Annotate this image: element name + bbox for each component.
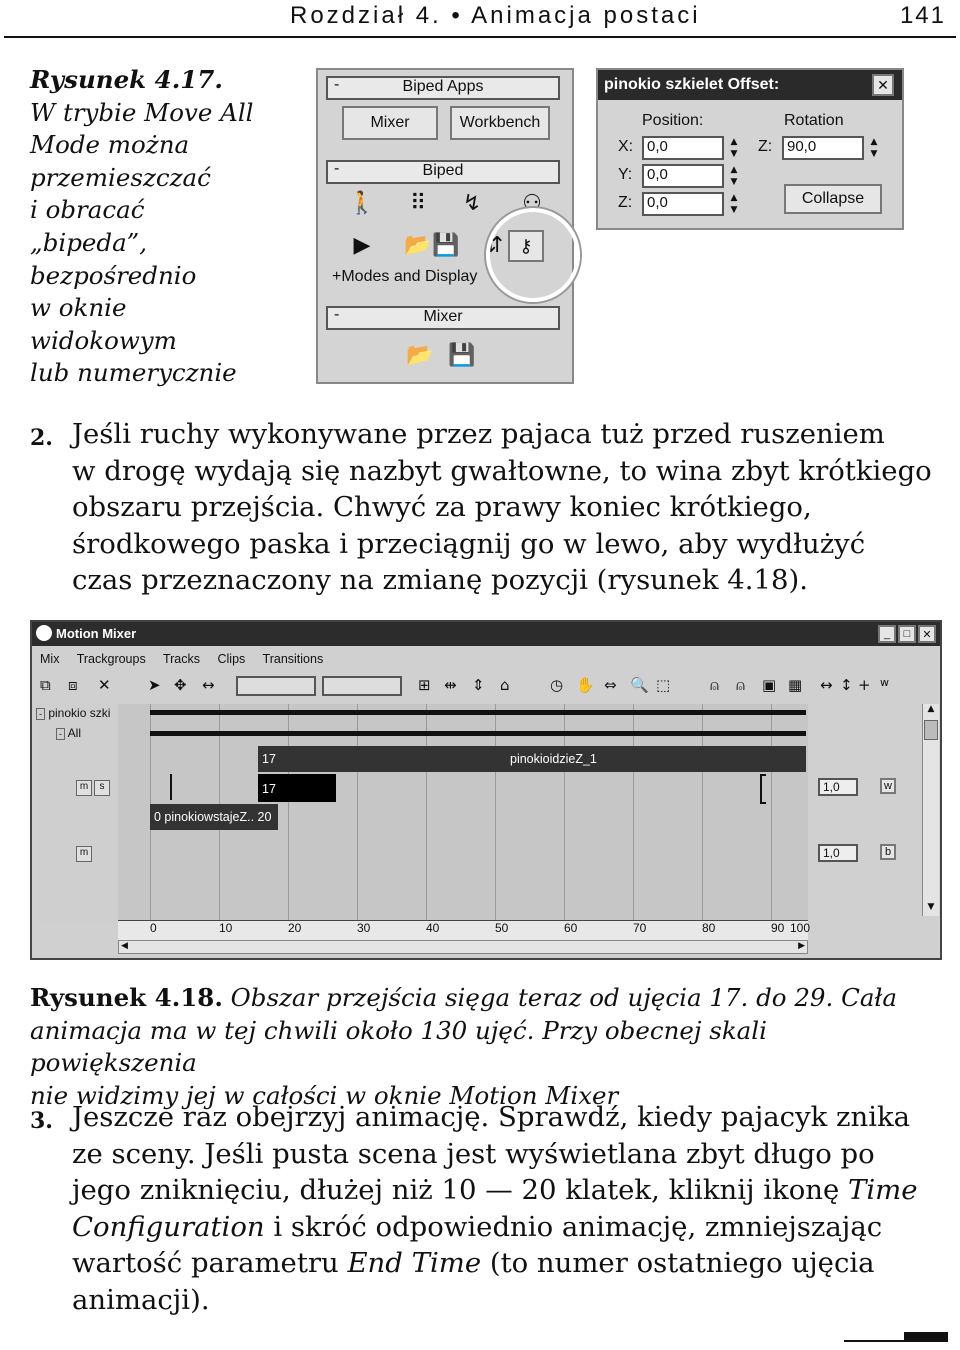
menu-transitions[interactable]: Transitions (262, 652, 324, 666)
rollout-biped-apps[interactable]: - Biped Apps (326, 76, 560, 100)
spinner-icon[interactable]: ▲ ▼ (730, 165, 738, 187)
time-ruler[interactable] (118, 920, 811, 941)
grid-line (426, 704, 427, 924)
rollout-biped[interactable]: - Biped (326, 160, 560, 184)
position-y-field[interactable]: 0,0 (642, 164, 724, 188)
transition-clip[interactable]: 17 (258, 774, 336, 802)
pan-icon[interactable]: ✋ (576, 676, 595, 694)
ruler-tick: 100 (790, 921, 811, 935)
caption-line: animacja ma w tej chwili około 130 ujęć. Przy obecnej skali powiększenia (30, 1015, 767, 1077)
workbench-button[interactable]: Workbench (450, 106, 550, 140)
rotation-z-label: Z: (758, 138, 773, 155)
scroll-left-icon[interactable]: ◀ (121, 941, 128, 951)
scroll-thumb[interactable] (924, 720, 938, 740)
zoom-region-icon[interactable]: ⬚ (656, 676, 671, 694)
track-root[interactable]: - pinokio szki (36, 706, 110, 720)
ruler-tick: 40 (426, 921, 440, 935)
mute-button[interactable]: m (76, 780, 92, 796)
scroll-down-icon[interactable]: ▼ (927, 902, 935, 912)
paragraph-line: w drogę wydają się nazbyt gwałtowne, to wina zbyt krótkiego (72, 454, 932, 487)
z-label: Z: (618, 194, 633, 211)
motion-mixer-titlebar (32, 622, 940, 646)
ruler-tick: 80 (702, 921, 716, 935)
mixer-mode-icon[interactable]: ⚇ (522, 191, 542, 216)
motion-mixer-window (30, 620, 942, 960)
solo-button[interactable]: s (94, 780, 110, 796)
clip-pinokioidziez[interactable]: 17 pinokioidzieZ_1 (258, 746, 806, 772)
play-biped-icon[interactable]: ▶ (353, 233, 371, 258)
grid-line (357, 704, 358, 924)
modes-and-display-label[interactable]: +Modes and Display (332, 268, 478, 285)
mixer-mode-icon[interactable]: ⍝ (710, 676, 720, 694)
figure-18-caption (30, 982, 940, 1112)
caption-line: Rysunek 4.18. Obszar przejścia sięga teraz od ujęcia 17. do 29. Cała (30, 983, 897, 1012)
toolbar-field-2[interactable] (322, 676, 402, 696)
load-file-icon[interactable]: 📂 (404, 233, 432, 258)
range-bar-top (150, 710, 806, 715)
caption-line: widokowym (30, 325, 177, 355)
caption-line: „bipeda”, (30, 227, 147, 257)
grid-line (702, 704, 703, 924)
biped-command-panel (316, 68, 574, 384)
plus-icon[interactable]: + (858, 676, 871, 694)
caption-line: w oknie (30, 293, 127, 323)
zoom-icon[interactable]: 🔍 (630, 676, 649, 694)
ruler-tick: 0 (150, 921, 157, 935)
time-icon[interactable]: ◷ (550, 676, 564, 694)
ruler-tick: 90 (771, 921, 785, 935)
caption-line: i obracać (30, 195, 145, 225)
save-mix-icon[interactable]: 💾 (448, 343, 476, 368)
menu-mix[interactable]: Mix (40, 652, 60, 666)
spinner-icon[interactable]: ▲ ▼ (870, 137, 878, 159)
weight-field[interactable]: 1,0 (818, 778, 858, 796)
chapter-header: Rozdział 4. • Animacja postaci (290, 2, 701, 29)
minimize-button[interactable]: _ (878, 625, 896, 643)
box-icon[interactable]: ▣ (762, 676, 777, 694)
scroll-right-icon[interactable]: ▶ (798, 941, 805, 951)
step-number: 2. (30, 425, 53, 451)
step-3-paragraph (72, 1099, 942, 1318)
delete-icon[interactable]: ✕ (98, 676, 111, 694)
paragraph-line: obszaru przejścia. Chwyć za prawy koniec krótkiego, (72, 491, 812, 523)
position-label: Position: (642, 112, 704, 129)
weight-button[interactable]: w (880, 778, 896, 794)
bracket-left (166, 774, 172, 800)
y-label: Y: (618, 166, 633, 183)
close-button[interactable]: ✕ (918, 625, 936, 643)
rollout-mixer[interactable]: - Mixer (326, 306, 560, 330)
caption-line: W trybie Move All (30, 97, 254, 127)
fit-icon[interactable]: ⇕ (472, 676, 485, 694)
arrow-v-icon[interactable]: ↕ (840, 676, 853, 694)
save-file-icon[interactable]: 💾 (432, 233, 460, 258)
scale-icon[interactable]: ↔ (202, 676, 215, 694)
biped-filter-icon[interactable]: ⧈ (68, 676, 78, 694)
vertical-scrollbar[interactable] (922, 704, 939, 916)
figure-17-caption (30, 64, 280, 390)
w-icon[interactable]: w (880, 676, 889, 689)
paragraph-line: Configuration i skróć odpowiednio animację, zmniejszając (72, 1210, 883, 1243)
mixer-button[interactable]: Mixer (342, 106, 438, 140)
select-icon[interactable]: ➤ (148, 676, 161, 694)
paragraph-line: wartość parametru End Time (to numer ostatniego ujęcia (72, 1247, 875, 1279)
menu-clips[interactable]: Clips (217, 652, 246, 666)
x-label: X: (618, 138, 634, 155)
load-mix-icon[interactable]: 📂 (406, 343, 434, 368)
rotation-z-field[interactable]: 90,0 (782, 136, 864, 160)
horizontal-scrollbar[interactable] (118, 940, 808, 954)
app-icon (36, 625, 52, 641)
paragraph-line: ze sceny. Jeśli pusta scena jest wyświetlana zbyt długo po (72, 1137, 875, 1170)
grid-line (564, 704, 565, 924)
caption-line: przemieszczać (30, 162, 211, 192)
bracket-right (760, 774, 766, 804)
caption-line: bezpośrednio (30, 260, 197, 290)
grid-line (288, 704, 289, 924)
figure-18-label: Rysunek 4.18. (30, 983, 223, 1012)
buffer-mode-icon[interactable]: ⇵ (484, 233, 504, 258)
ruler-tick: 60 (564, 921, 578, 935)
figure-17-label: Rysunek 4.17. (30, 65, 223, 94)
paragraph-line: Jeśli ruchy wykonywane przez pajaca tuż przed ruszeniem (72, 418, 885, 450)
caption-line: Mode można (30, 130, 190, 160)
window-title: Motion Mixer (56, 626, 137, 641)
mute-button[interactable]: m (76, 846, 92, 862)
track-list (34, 704, 119, 922)
ruler-tick: 10 (219, 921, 233, 935)
zoom-extents-icon[interactable]: ⇔ (604, 676, 617, 694)
filter-icon[interactable]: ⧉ (40, 676, 51, 694)
window-controls (878, 625, 936, 643)
grid-line (495, 704, 496, 924)
ruler-tick: 50 (495, 921, 509, 935)
spinner-icon[interactable]: ▲ ▼ (730, 137, 738, 159)
paragraph-line: jego zniknięciu, dłużej niż 10 — 20 klatek, kliknij ikonę Time (72, 1174, 918, 1206)
ruler-tick: 20 (288, 921, 302, 935)
move-all-mode-icon[interactable]: ⚷ (508, 230, 544, 262)
menu-tracks[interactable]: Tracks (162, 652, 201, 666)
caption-line: lub numerycznie (30, 358, 237, 388)
clip-pinokiowstajez[interactable]: 0 pinokiowstajeZ.. 20 (150, 804, 278, 830)
menu-bar (32, 648, 940, 670)
paragraph-line: czas przeznaczony na zmianę pozycji (rysunek 4.18). (72, 564, 808, 596)
track-all[interactable]: - All (56, 726, 81, 740)
timeline-area[interactable] (118, 704, 808, 924)
maximize-button[interactable]: □ (898, 625, 916, 643)
grid-line (633, 704, 634, 924)
preview-icon[interactable]: ▦ (788, 676, 803, 694)
scroll-up-icon[interactable]: ▲ (927, 704, 935, 714)
rotation-label: Rotation (784, 112, 844, 129)
caption-line: nie widzimy jej w całości w oknie Motion Mixer (30, 1080, 619, 1110)
offset-dialog (596, 68, 904, 230)
motion-flow-mode-icon[interactable]: ↯ (462, 191, 482, 216)
dialog-close-button[interactable]: ✕ (872, 74, 894, 96)
paragraph-line: Jeszcze raz obejrzyj animację. Sprawdź, kiedy pajacyk znika (72, 1101, 911, 1133)
arrow-h-icon[interactable]: ↔ (820, 676, 833, 694)
position-z-field[interactable]: 0,0 (642, 192, 724, 216)
trim-icon[interactable]: ⇹ (444, 676, 457, 694)
step-number: 3. (30, 1108, 53, 1134)
range-bar-all (150, 731, 806, 736)
set-range-icon[interactable]: ⊞ (418, 676, 431, 694)
paragraph-line: animacji). (72, 1283, 210, 1316)
end-mark-line (844, 1340, 904, 1342)
menu-trackgroups[interactable]: Trackgroups (76, 652, 146, 666)
toolbar-field-1[interactable] (236, 676, 316, 696)
figure-mode-icon[interactable]: 🚶 (348, 191, 376, 216)
ruler-tick: 70 (633, 921, 647, 935)
paragraph-line: środkowego paska i przeciągnij go w lewo, aby wydłużyć (72, 527, 866, 560)
blend-button[interactable]: b (880, 844, 896, 860)
toolbar (32, 672, 940, 700)
step-2-paragraph (72, 416, 942, 599)
collapse-button[interactable]: Collapse (784, 184, 882, 214)
move-icon[interactable]: ✥ (174, 676, 187, 694)
lock-icon[interactable]: ⌂ (500, 676, 510, 694)
weight-field[interactable]: 1,0 (818, 844, 858, 862)
header-rule (4, 36, 956, 38)
end-mark-block (904, 1332, 948, 1342)
page-number: 141 (899, 2, 946, 29)
position-x-field[interactable]: 0,0 (642, 136, 724, 160)
highlight-circle (486, 208, 580, 302)
ruler-tick: 30 (357, 921, 371, 935)
mix-icon[interactable]: ⍝ (736, 676, 746, 694)
grid-line (771, 704, 772, 924)
footstep-mode-icon[interactable]: ⠿ (409, 191, 427, 216)
spinner-icon[interactable]: ▲ ▼ (730, 193, 738, 215)
offset-dialog-titlebar (598, 70, 902, 100)
offset-dialog-title: pinokio szkielet Offset: (604, 76, 780, 93)
